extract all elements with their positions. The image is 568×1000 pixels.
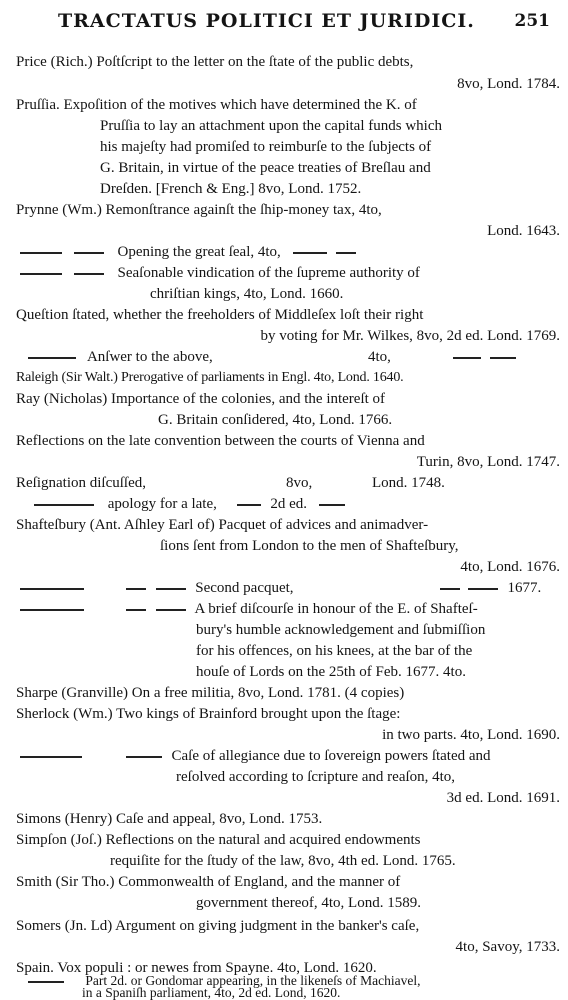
entry-line: G. Britain conſidered, 4to, Lond. 1766. [158,412,393,428]
entry-line: his majeſty had promiſed to reimburſe to the ſubjects of [100,139,432,155]
entry-line: for his offences, on his knees, at the bar of the [196,643,473,659]
entry-line: Lond. 1748. [372,475,445,491]
entry-line: Reſignation diſcuſſed, [16,475,146,491]
entry-line [20,242,356,262]
ditto-dash [74,252,104,254]
entry-line: 8vo, [286,475,313,491]
entry-line: Sharpe (Granville) On a free militia, 8vo, Lond. 1781. (4 copies) [16,685,405,701]
entry-line: chriſtian kings, 4to, Lond. 1660. [150,286,344,302]
entry-text: 4to, [368,349,391,365]
ditto-dash [156,588,186,590]
entry-line: reſolved according to ſcripture and reaſon, 4to, [176,769,456,785]
ditto-dash [20,588,84,590]
entry-text: Second pacquet, [195,580,294,596]
entry-line [20,578,294,598]
entry-text: 2d ed. [270,496,308,512]
ditto-dash [490,357,516,359]
ditto-dash [156,609,186,611]
running-title: TRACTATUS POLITICI ET JURIDICI. [58,10,475,32]
entry-line: 4to, Savoy, 1733. [455,939,560,955]
entry-line: Pruſſia. Expoſition of the motives which have determined the K. of [16,97,417,113]
entry-line: G. Britain, in virtue of the peace treaties of Breſlau and [100,160,431,176]
entry-line: Sherlock (Wm.) Two kings of Brainford brought upon the ſtage: [16,706,401,722]
entry-line: Reflections on the late convention between the courts of Vienna and [16,433,425,449]
entry-line: Spain. Vox populi : or newes from Spayne. 4to, Lond. 1620. [16,960,377,976]
entry-line: bury's humble acknowledgement and ſubmiſſion [196,622,486,638]
entry-line: houſe of Lords on the 25th of Feb. 1677. 4to. [196,664,466,680]
entry-line: government thereof, 4to, Lond. 1589. [196,895,421,911]
entry-text: Part 2d. or Gondomar appearing, in the likeneſs of Machiavel, [85,974,421,988]
ditto-dash [74,273,104,275]
entry-line: Simpſon (Joſ.) Reflections on the natural and acquired endowments [16,832,421,848]
entry-line [20,746,491,766]
entry-text: Seaſonable vindication of the ſupreme authority of [117,265,420,281]
entry-line: Raleigh (Sir Walt.) Prerogative of parliaments in Engl. 4to, Lond. 1640. [16,370,404,385]
entry-text: 1677. [507,580,542,596]
entry-text: Opening the great ſeal, 4to, [117,244,281,260]
entry-line [440,578,541,598]
ditto-dash [293,252,327,254]
entry-line: by voting for Mr. Wilkes, 8vo, 2d ed. Lond. 1769. [260,328,560,344]
ditto-dash [28,981,64,983]
entry-line [20,599,478,619]
entry-line: requiſite for the ſtudy of the law, 8vo, 4th ed. Lond. 1765. [110,853,456,869]
ditto-dash [453,357,481,359]
entry-line: Dreſden. [French & Eng.] 8vo, Lond. 1752. [100,181,362,197]
entry-line: in two parts. 4to, Lond. 1690. [382,727,560,743]
entry-line: Smith (Sir Tho.) Commonwealth of England, and the manner of [16,874,401,890]
entry-line: 8vo, Lond. 1784. [457,76,560,92]
entry-line: Price (Rich.) Poſtſcript to the letter on the ſtate of the public debts, [16,54,414,70]
entry-line: Turin, 8vo, Lond. 1747. [416,454,560,470]
entry-line: Queſtion ſtated, whether the freeholders of Middleſex loſt their right [16,307,424,323]
entry-line: Pruſſia to lay an attachment upon the capital funds which [100,118,442,134]
entry-text: apology for a late, [107,496,217,512]
page-number: 251 [514,11,550,31]
ditto-dash [20,756,82,758]
ditto-dash [336,252,356,254]
entry-line: Lond. 1643. [487,223,560,239]
entry-text: A brief diſcourſe in honour of the E. of Shafteſ- [194,601,478,617]
ditto-dash [126,588,146,590]
ditto-dash [126,609,146,611]
entry-text: Caſe of allegiance due to ſovereign powers ſtated and [171,748,491,764]
entry-line: Ray (Nicholas) Importance of the colonies, and the intereſt of [16,391,386,407]
ditto-dash [126,756,162,758]
entry-line: Shafteſbury (Ant. Aſhley Earl of) Pacquet of advices and animadver- [16,517,429,533]
ditto-dash [319,504,345,506]
ditto-dash [28,357,76,359]
ditto-dash [20,252,62,254]
ditto-dash [20,273,62,275]
page-header [0,8,568,34]
entry-line: 3d ed. Lond. 1691. [446,790,560,806]
entry-line [20,263,420,283]
entry-line [34,494,345,514]
ditto-dash [34,504,94,506]
entry-line: in a Spaniſh parliament, 4to, 2d ed. Lond, 1620. [82,985,341,1000]
ditto-dash [237,504,261,506]
entry-line: Somers (Jn. Ld) Argument on giving judgment in the banker's caſe, [16,918,420,934]
ditto-dash [440,588,460,590]
ditto-dash [468,588,498,590]
entry-line: Prynne (Wm.) Remonſtrance againſt the ſhip-money tax, 4to, [16,202,382,218]
entry-line: ſions ſent from London to the men of Shafteſbury, [160,538,459,554]
ditto-dash [20,609,84,611]
entry-line [368,347,516,367]
entry-line: Simons (Henry) Caſe and appeal, 8vo, Lond. 1753. [16,811,323,827]
entry-line [28,347,213,367]
entry-text: Anſwer to the above, [86,349,213,365]
entry-line: 4to, Lond. 1676. [460,559,560,575]
